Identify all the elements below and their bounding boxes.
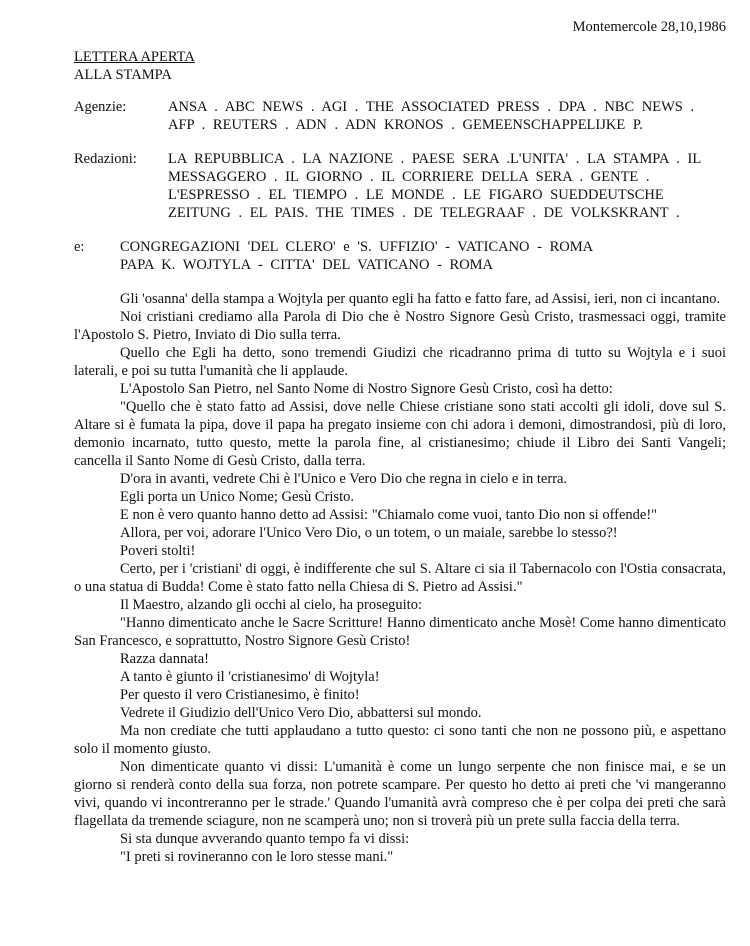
letter-date: Montemercole 28,10,1986 (572, 19, 726, 35)
recipients-text (120, 238, 726, 274)
letter-body (74, 290, 726, 866)
body-paragraph: D'ora in avanti, vedrete Chi è l'Unico e Vero Dio che regna in cielo e in terra. (120, 471, 568, 487)
body-paragraph: L'Apostolo San Pietro, nel Santo Nome di Nostro Signore Gesù Cristo, così ha detto: (120, 381, 613, 397)
recipients-block (74, 98, 726, 274)
body-paragraph: Ma non crediate che tutti applaudano a tutto questo: ci sono tanti che non ne possono più, e aspettano solo il momento giusto. (74, 723, 726, 757)
body-paragraph: Razza dannata! (120, 651, 209, 667)
recipients-newsrooms (74, 150, 726, 222)
recipients-vatican (74, 238, 726, 274)
recipients-label: e: (74, 239, 85, 255)
body-paragraph: Egli porta un Unico Nome; Gesù Cristo. (120, 489, 354, 505)
body-paragraph: E non è vero quanto hanno detto ad Assisi: "Chiamalo come vuoi, tanto Dio non si offende!" (120, 507, 658, 523)
body-paragraph: "I preti si rovineranno con le loro stesse mani." (120, 849, 394, 865)
body-paragraph: Per questo il vero Cristianesimo, è finito! (120, 687, 360, 703)
recipients-label: Agenzie: (74, 99, 127, 115)
body-paragraph: Certo, per i 'cristiani' di oggi, è indifferente che sul S. Altare ci sia il Tabernacolo con l'Ostia consacrata, o una statua di Budda! Come è stato fatto nella Chiesa di S. Pietro ad Assisi." (74, 561, 726, 595)
body-paragraph: Quello che Egli ha detto, sono tremendi Giudizi che ricadranno prima di tutto su Wojtyla e i suoi laterali, e poi su tutta l'umanità che li applaude. (74, 345, 726, 379)
body-paragraph: "Quello che è stato fatto ad Assisi, dove nelle Chiese cristiane sono stati accolti gli idoli, dove sul S. Altare si è fumata la pipa, dove il papa ha pregato insieme con chi adora i demoni, dimostrandosi, più di loro, demonio incarnato, tutto questo, mette la parola fine, al cristianesimo; chiude il Libro dei Santi Vangeli; cancella il Santo Nome di Gesù Cristo, dalla terra. (74, 399, 726, 469)
recipients-line: CONGREGAZIONI 'DEL CLERO' e 'S. UFFIZIO' - VATICANO - ROMA (120, 239, 594, 255)
body-paragraph: Non dimenticate quanto vi dissi: L'umanità è come un lungo serpente che non finisce mai, e se un giorno si renderà conto della sua forza, non potrete scampare. Per questo ho detto ai preti che 'vi mangeranno vivi, quando vi incontreranno per le strade.' Quando l'umanità avrà compreso che è per colpa dei preti che sarà flagellata da tremende sciagure, non ne scamperà uno; non si troverà più un prete sulla faccia della terra. (74, 759, 726, 829)
recipients-agencies (74, 98, 726, 134)
body-paragraph: Si sta dunque avverando quanto tempo fa vi dissi: (120, 831, 410, 847)
recipients-text: LA REPUBBLICA . LA NAZIONE . PAESE SERA .L'UNITA' . LA STAMPA . IL MESSAGGERO . IL GIORNO . IL CORRIERE DELLA SERA . GENTE . L'ESPRESSO . EL TIEMPO . LE MONDE . LE FIGARO SUEDDEUTSCHE ZEITUNG . EL PAIS. THE TIMES . DE TELEGRAAF . DE VOLKSKRANT . (168, 151, 701, 221)
body-paragraph: Noi cristiani crediamo alla Parola di Dio che è Nostro Signore Gesù Cristo, trasmessaci oggi, tramite l'Apostolo S. Pietro, Inviato di Dio sulla terra. (74, 309, 726, 343)
body-paragraph: A tanto è giunto il 'cristianesimo' di Wojtyla! (120, 669, 380, 685)
recipients-label: Redazioni: (74, 151, 137, 167)
body-paragraph: Allora, per voi, adorare l'Unico Vero Dio, o un totem, o un maiale, sarebbe lo stesso?! (120, 525, 618, 541)
heading-line-2: ALLA STAMPA (74, 67, 172, 83)
body-paragraph: "Hanno dimenticato anche le Sacre Scritture! Hanno dimenticato anche Mosè! Come hanno dimenticato San Francesco, e soprattutto, Nostro Signore Gesù Cristo! (74, 615, 726, 649)
body-paragraph: Poveri stolti! (120, 543, 196, 559)
body-paragraph: Gli 'osanna' della stampa a Wojtyla per quanto egli ha fatto e fatto fare, ad Assisi, ieri, non ci incantano. (120, 291, 721, 307)
body-paragraph: Il Maestro, alzando gli occhi al cielo, ha proseguito: (120, 597, 422, 613)
heading-line-1: LETTERA APERTA (74, 49, 195, 65)
letter-heading (74, 48, 726, 84)
recipients-text: ANSA . ABC NEWS . AGI . THE ASSOCIATED PRESS . DPA . NBC NEWS . AFP . REUTERS . ADN . ADN KRONOS . GEMEENSCHAPPELIJKE P. (168, 99, 695, 133)
recipients-line: PAPA K. WOJTYLA - CITTA' DEL VATICANO - ROMA (120, 257, 494, 273)
body-paragraph: Vedrete il Giudizio dell'Unico Vero Dio, abbattersi sul mondo. (120, 705, 482, 721)
